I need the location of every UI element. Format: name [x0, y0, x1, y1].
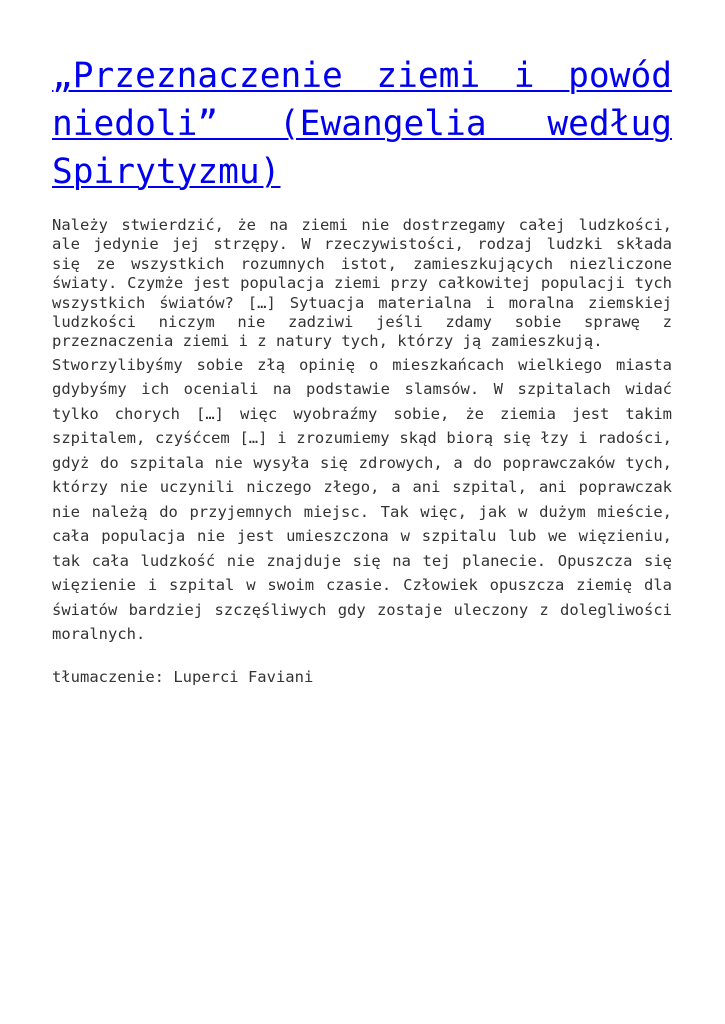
translation-credit: tłumaczenie: Luperci Faviani: [52, 667, 314, 686]
article-title[interactable]: [52, 52, 672, 196]
article-paragraph-2: Stworzylibyśmy sobie złą opinię o mieszkańcach wielkiego miasta gdybyśmy ich oceniali na podstawie slamsów. W szpitalach widać tylko chorych […] więc wyobraźmy sobie, że ziemia jest takim szpitalem, czyśćcem […] i zrozumiemy skąd biorą się łzy i radości, gdyż do szpitala nie wysyła się zdrowych, a do poprawczaków tych, którzy nie uczynili niczego złego, a ani szpital, ani poprawczak nie należą do przyjemnych miejsc. Tak więc, jak w dużym mieście, cała populacja nie jest umieszczona w szpitalu lub we więzieniu, tak cała ludzkość nie znajduje się na tej planecie. Opuszcza się więzienie i szpital w swoim czasie. Człowiek opuszcza ziemię dla światów bardziej szczęśliwych gdy zostaje uleczony z dolegliwości moralnych.: [52, 355, 672, 644]
article: [52, 52, 672, 687]
article-paragraph-1: Należy stwierdzić, że na ziemi nie dostrzegamy całej ludzkości, ale jedynie jej strzępy. W rzeczywistości, rodzaj ludzki składa się ze wszystkich rozumnych istot, zamieszkujących niezliczone światy. Czymże jest populacja ziemi przy całkowitej populacji tych wszystkich światów? […] Sytuacja materialna i moralna ziemskiej ludzkości niczym nie zadziwi jeśli zdamy sobie sprawę z przeznaczenia ziemi i z natury tych, którzy ją zamieszkują.: [52, 216, 672, 351]
article-body: [52, 216, 672, 687]
article-title-link[interactable]: „Przeznaczenie ziemi i powód niedoli” (Ewangelia według Spirytyzmu): [52, 56, 672, 192]
